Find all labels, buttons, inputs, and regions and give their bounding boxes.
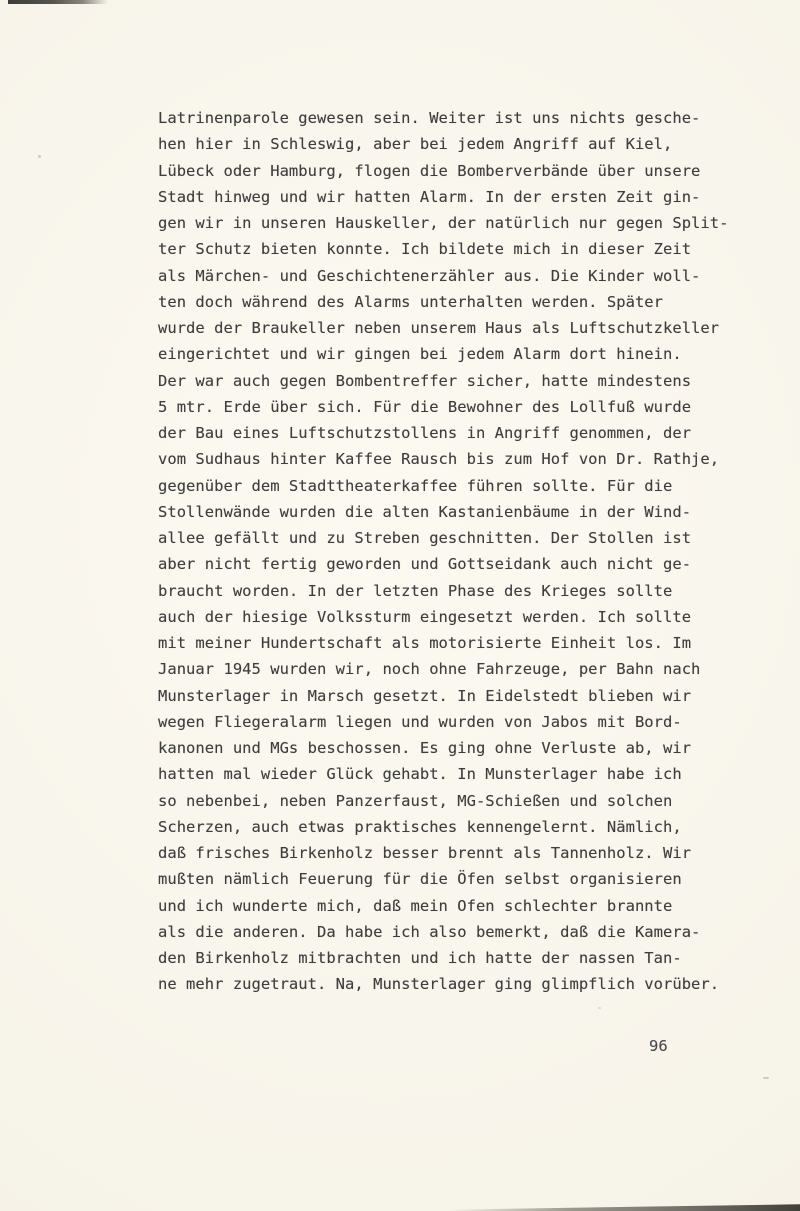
scan-artifact-top-edge	[8, 0, 108, 4]
text-line: allee gefällt und zu Streben geschnitten. Der Stollen ist	[158, 529, 692, 547]
text-line: aber nicht fertig geworden und Gottseidank auch nicht ge-	[158, 555, 692, 574]
text-line: hatten mal wieder Glück gehabt. In Munsterlager habe ich	[158, 765, 682, 784]
text-line: Lübeck oder Hamburg, flogen die Bomberverbände über unsere	[158, 161, 701, 180]
text-line: Latrinenparole gewesen sein. Weiter ist uns nichts gesche-	[158, 109, 701, 127]
text-line: gegenüber dem Stadttheaterkaffee führen sollte. Für die	[158, 476, 673, 495]
text-line: Januar 1945 wurden wir, noch ohne Fahrzeuge, per Bahn nach	[158, 660, 701, 679]
text-line: ter Schutz bieten konnte. Ich bildete mich in dieser Zeit	[158, 240, 692, 259]
text-line: ne mehr zugetraut. Na, Munsterlager ging glimpflich vorüber.	[158, 975, 720, 994]
text-line: kanonen und MGs beschossen. Es ging ohne Verluste ab, wir	[158, 739, 692, 757]
text-line: 5 mtr. Erde über sich. Für die Bewohner des Lollfuß wurde	[158, 397, 692, 416]
text-line: den Birkenholz mitbrachten und ich hatte der nassen Tan-	[158, 949, 682, 967]
text-line: Der war auch gegen Bombentreffer sicher, hatte mindestens	[158, 371, 692, 390]
paper-speck	[38, 155, 41, 158]
text-line: als die anderen. Da habe ich also bemerkt, daß die Kamera-	[158, 922, 701, 941]
paper-speck	[763, 1077, 769, 1079]
scan-artifact-bottom-edge	[448, 1202, 800, 1211]
text-line: braucht worden. In der letzten Phase des Krieges sollte	[158, 581, 673, 600]
text-line: Stollenwände wurden die alten Kastanienbäume in der Wind-	[158, 502, 692, 521]
text-line: auch der hiesige Volkssturm eingesetzt werden. Ich sollte	[158, 607, 692, 626]
page-number: 96	[649, 1037, 668, 1055]
text-line: mußten nämlich Feuerung für die Öfen selbst organisieren	[158, 870, 682, 889]
text-line: gen wir in unseren Hauskeller, der natürlich nur gegen Split-	[158, 214, 729, 232]
text-line: Stadt hinweg und wir hatten Alarm. In der ersten Zeit gin-	[158, 187, 701, 206]
text-line: daß frisches Birkenholz besser brennt als Tannenholz. Wir	[158, 844, 692, 862]
text-line: eingerichtet und wir gingen bei jedem Alarm dort hinein.	[158, 345, 682, 364]
typewritten-text-block	[158, 105, 758, 998]
text-line: mit meiner Hundertschaft als motorisierte Einheit los. Im	[158, 634, 692, 652]
text-line: Munsterlager in Marsch gesetzt. In Eidelstedt blieben wir	[158, 686, 692, 705]
text-line: als Märchen- und Geschichtenerzähler aus. Die Kinder woll-	[158, 266, 701, 285]
text-line: vom Sudhaus hinter Kaffee Rausch bis zum Hof von Dr. Rathje,	[158, 450, 720, 469]
text-line: wurde der Braukeller neben unserem Haus als Luftschutzkeller	[158, 319, 720, 337]
text-line: so nebenbei, neben Panzerfaust, MG-Schießen und solchen	[158, 791, 673, 810]
text-line: Scherzen, auch etwas praktisches kennengelernt. Nämlich,	[158, 817, 682, 836]
text-line: ten doch während des Alarms unterhalten werden. Später	[158, 292, 663, 311]
text-line: der Bau eines Luftschutzstollens in Angriff genommen, der	[158, 424, 692, 442]
text-line: wegen Fliegeralarm liegen und wurden von Jabos mit Bord-	[158, 712, 682, 731]
paper-speck	[598, 1007, 601, 1009]
text-line: hen hier in Schleswig, aber bei jedem Angriff auf Kiel,	[158, 135, 673, 154]
text-line: und ich wunderte mich, daß mein Ofen schlechter brannte	[158, 896, 673, 915]
